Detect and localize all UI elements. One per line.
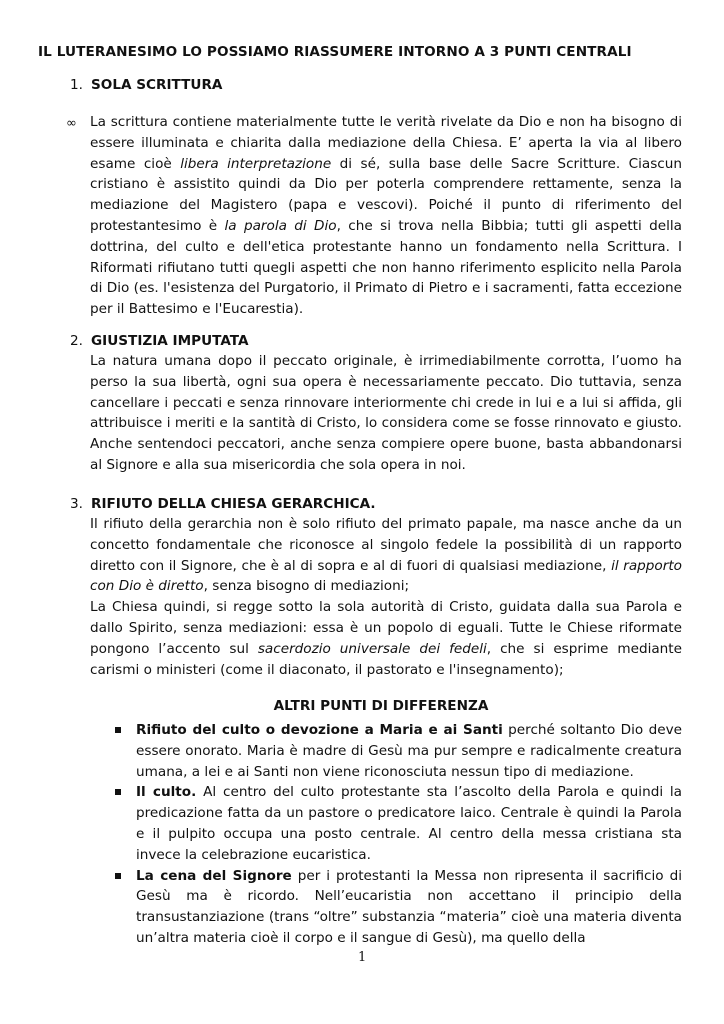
emphasis-sacerdozio-universale: sacerdozio universale dei fedeli: [257, 640, 487, 657]
other-differences-heading: ALTRI PUNTI DI DIFFERENZA: [273, 698, 489, 714]
list-item: Rifiuto del culto o devozione a Maria e ai Santi perché soltanto Dio deve essere onorato. Maria è madre di Gesù ma pur sempre e radicalmente creatura umana, a lei e ai Santi non viene riconosciuta nessun tipo di mediazione.: [115, 720, 682, 782]
list-item: La cena del Signore per i protestanti la Messa non ripresenta il sacrificio di Gesù ma è ricordo. Nell’eucaristia non accettano il principio della transustanziazione (trans “oltre” substanzia “materia” cioè una materia diventa un’altra materia cioè il corpo e il sangue di Gesù), ma quello della: [115, 866, 682, 949]
section-1-body: La scrittura contiene materialmente tutte le verità rivelate da Dio e non ha bisogno di essere illuminata e chiarita dalla mediazione della Chiesa. E’ aperta la via al libero esame cioè libera interpretazione di sé, sulla base delle Sacre Scritture. Ciascun cristiano è assistito quindi da Dio per poterla comprendere rettamente, senza la mediazione del Magistero (papa e vescovi). Poiché il punto di riferimento del protestantesimo è la parola di Dio, che si trova nella Bibbia; tutti gli aspetti della dottrina, del culto e dell'etica protestante hanno un fondamento nella Scrittura. I Riformati rifiutano tutti quegli aspetti che non hanno riferimento esplicito nella Parola di Dio (es. l'esistenza del Purgatorio, il Primato di Pietro e i sacramenti, fatta eccezione per il Battesimo e l'Eucarestia).: [90, 114, 683, 318]
emphasis-parola-di-dio: la parola di Dio: [224, 217, 337, 234]
infinity-bullet-icon: ∞: [66, 116, 77, 131]
emphasis-libera-interpretazione: libera interpretazione: [180, 155, 332, 172]
emphasis-rapporto-diretto: il rapporto con Dio è diretto: [90, 557, 682, 595]
square-bullet-icon: [115, 873, 121, 879]
section-1-heading: SOLA SCRITTURA: [91, 77, 223, 93]
section-3-body: Il rifiuto della gerarchia non è solo rifiuto del primato papale, ma nasce anche da un concetto fondamentale che riconosce al singolo fedele la possibilità di un rapporto diretto con il Signore, che è al di sopra e al di fuori di qualsiasi mediazione, il rapporto con Dio è diretto, senza bisogno di mediazioni; La Chiesa quindi, si regge sotto la sola autorità di Cristo, guidata dalla sua Parola e dallo Spirito, senza mediazioni: essa è un popolo di eguali. Tutte le Chiese riformate pongono l’accento sul sacerdozio universale dei fedeli, che si esprime mediante carismi o ministeri (come il diaconato, il pastorato e l'insegnamento);: [90, 516, 682, 678]
section-2-body: La natura umana dopo il peccato originale, è irrimediabilmente corrotta, l’uomo ha perso la sua libertà, ogni sua opera è necessariamente peccato. Dio tuttavia, senza cancellare i peccati e senza rinnovare interiormente chi crede in lui e a lui si affida, gli attribuisce i meriti e la santità di Cristo, lo considera come se fosse rinnovato e giusto. Anche sentendoci peccatori, anche senza compiere opere buone, basta abbandonarsi al Signore e alla sua misericordia che sola opera in noi.: [90, 353, 682, 473]
section-2-heading: GIUSTIZIA IMPUTATA: [91, 333, 249, 349]
list-item: Il culto. Al centro del culto protestante sta l’ascolto della Parola e quindi la predicazione fatta da un pastore o predicatore laico. Centrale è quindi la Parola e il pulpito occupa una posto centrale. Al centro della messa cristiana sta invece la celebrazione eucaristica.: [115, 782, 682, 865]
section-3-number: 3.: [70, 496, 83, 512]
page-number: 1: [358, 950, 367, 965]
section-2-number: 2.: [70, 333, 83, 349]
differences-list: [115, 720, 682, 949]
square-bullet-icon: [115, 727, 121, 733]
page-title: IL LUTERANESIMO LO POSSIAMO RIASSUMERE INTORNO A 3 PUNTI CENTRALI: [38, 44, 632, 60]
section-1-number: 1.: [70, 77, 83, 93]
section-3-heading: RIFIUTO DELLA CHIESA GERARCHICA.: [91, 496, 376, 512]
square-bullet-icon: [115, 789, 121, 795]
